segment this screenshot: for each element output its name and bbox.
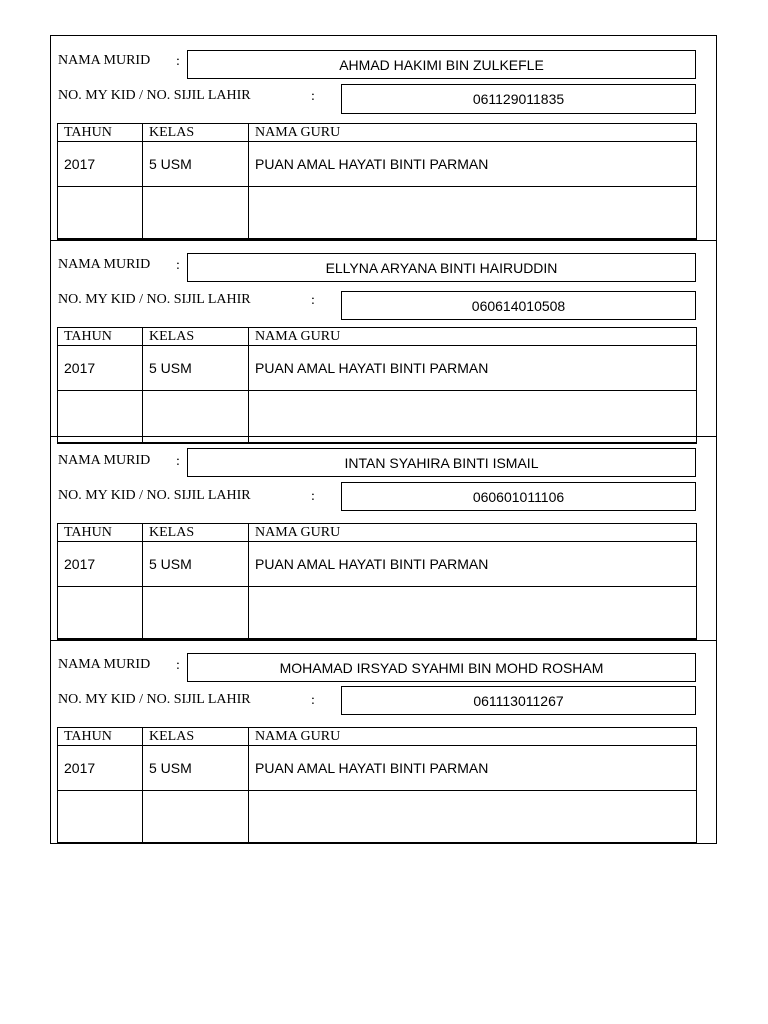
header-tahun: TAHUN <box>58 328 143 346</box>
cell-kelas: 5 USM <box>143 746 249 791</box>
card-divider <box>50 640 717 641</box>
colon: : <box>176 54 180 69</box>
cell-tahun: 2017 <box>58 346 143 391</box>
colon: : <box>176 258 180 273</box>
student-id-field: 061113011267 <box>341 686 696 715</box>
cell-guru: PUAN AMAL HAYATI BINTI PARMAN <box>249 142 697 187</box>
header-guru: NAMA GURU <box>249 124 697 142</box>
colon: : <box>176 658 180 673</box>
cell-tahun: 2017 <box>58 746 143 791</box>
header-guru: NAMA GURU <box>249 728 697 746</box>
student-name-field: ELLYNA ARYANA BINTI HAIRUDDIN <box>187 253 696 282</box>
student-name-field: AHMAD HAKIMI BIN ZULKEFLE <box>187 50 696 79</box>
colon: : <box>311 489 315 504</box>
colon: : <box>311 293 315 308</box>
student-id-field: 060614010508 <box>341 291 696 320</box>
class-table <box>57 327 697 444</box>
header-guru: NAMA GURU <box>249 524 697 542</box>
nama-murid-label: NAMA MURID <box>58 453 151 468</box>
header-kelas: KELAS <box>143 124 249 142</box>
class-table <box>57 523 697 640</box>
nama-murid-label: NAMA MURID <box>58 657 151 672</box>
cell-empty <box>58 187 143 240</box>
cell-guru: PUAN AMAL HAYATI BINTI PARMAN <box>249 542 697 587</box>
cell-guru: PUAN AMAL HAYATI BINTI PARMAN <box>249 746 697 791</box>
header-tahun: TAHUN <box>58 728 143 746</box>
header-tahun: TAHUN <box>58 124 143 142</box>
cell-tahun: 2017 <box>58 542 143 587</box>
card-divider <box>50 436 717 437</box>
cell-empty <box>249 587 697 640</box>
cell-guru: PUAN AMAL HAYATI BINTI PARMAN <box>249 346 697 391</box>
id-label: NO. MY KID / NO. SIJIL LAHIR <box>58 488 251 503</box>
student-id-field: 060601011106 <box>341 482 696 511</box>
card-divider <box>50 240 717 241</box>
colon: : <box>176 454 180 469</box>
cell-empty <box>143 587 249 640</box>
header-kelas: KELAS <box>143 728 249 746</box>
student-name-field: MOHAMAD IRSYAD SYAHMI BIN MOHD ROSHAM <box>187 653 696 682</box>
header-kelas: KELAS <box>143 328 249 346</box>
student-name-field: INTAN SYAHIRA BINTI ISMAIL <box>187 448 696 477</box>
colon: : <box>311 693 315 708</box>
class-table <box>57 123 697 240</box>
id-label: NO. MY KID / NO. SIJIL LAHIR <box>58 292 251 307</box>
cell-kelas: 5 USM <box>143 346 249 391</box>
cell-empty <box>249 791 697 844</box>
cell-empty <box>58 791 143 844</box>
student-id-field: 061129011835 <box>341 84 696 114</box>
id-label: NO. MY KID / NO. SIJIL LAHIR <box>58 88 251 103</box>
header-tahun: TAHUN <box>58 524 143 542</box>
cell-kelas: 5 USM <box>143 542 249 587</box>
cell-empty <box>143 187 249 240</box>
colon: : <box>311 89 315 104</box>
cell-empty <box>58 587 143 640</box>
cell-tahun: 2017 <box>58 142 143 187</box>
nama-murid-label: NAMA MURID <box>58 53 151 68</box>
cell-empty <box>249 187 697 240</box>
header-kelas: KELAS <box>143 524 249 542</box>
header-guru: NAMA GURU <box>249 328 697 346</box>
class-table <box>57 727 697 844</box>
id-label: NO. MY KID / NO. SIJIL LAHIR <box>58 692 251 707</box>
cell-empty <box>143 791 249 844</box>
cell-kelas: 5 USM <box>143 142 249 187</box>
nama-murid-label: NAMA MURID <box>58 257 151 272</box>
record-frame <box>50 35 717 844</box>
